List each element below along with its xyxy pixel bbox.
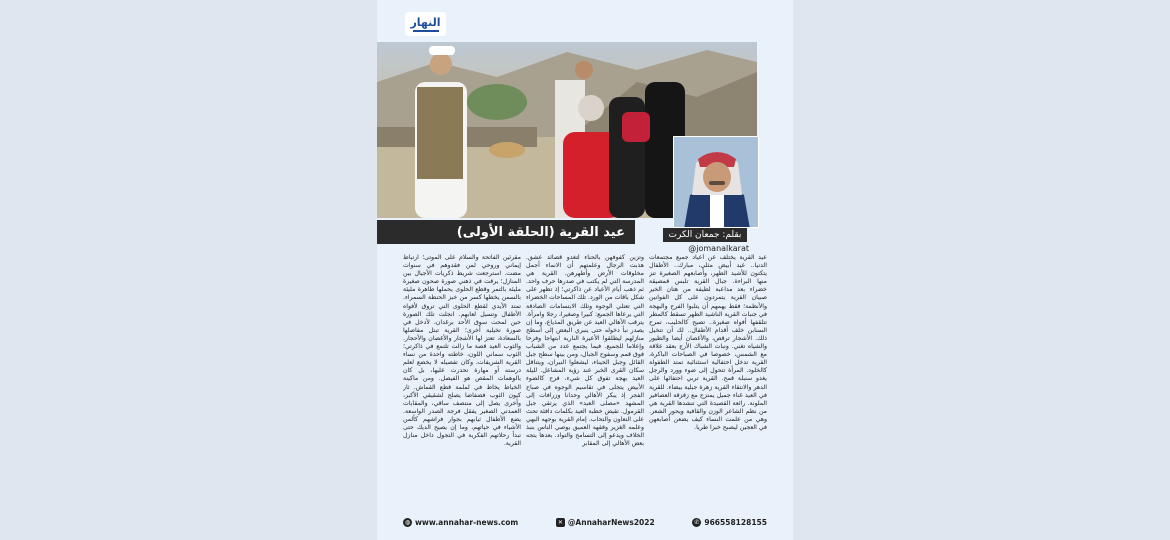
- x-logo-icon: ✕: [557, 518, 563, 526]
- tree: [467, 84, 527, 120]
- author-portrait-art: [674, 137, 759, 228]
- backpack: [622, 112, 650, 142]
- website-text: www.annahar-news.com: [415, 517, 519, 527]
- author-byline: بقلم: جمعان الكرت: [663, 228, 747, 242]
- footer-website[interactable]: [403, 518, 518, 527]
- man-head: [430, 53, 452, 75]
- author-handle: @jomanalkarat: [688, 244, 749, 253]
- twitter-text: @AnnaharNews2022: [567, 517, 655, 527]
- author-face: [703, 162, 731, 192]
- column-text: مقرئين الفاتحة والسلام على الموتى؛ ارتباط إيماني وروحي لمن فقدوهم في سنوات مضت. استرجعت شريط ذكريات الأجيال بين المنازل؛ يرقت في ذهني صورة صحون صغيرة مليئة بالتمر وقطع الحلوى يحملها طاهرة مليئة بالسمن يخطها كسر من خبز الحنطة السمراء. تمتد الأيدي لقطع الحلوى التي تروق لأفواه الأطفال وتسيل لعابهم. انجلت تلك الصورة حين لمحت سوق الأحد برغدان، لأدخل في صورة تخيلية أخرى؛ القرية تبتل مفاصلها بالسعادة، تعتز لها الأشجار والأغصان والأحجار. والثوب العيد قصة ما زالت تلتمع في ذاكرتي؛ الثوب سماني اللون، خاطته واحدة من نساء القرية الشريفات، وكان تفصيله لا يخضع لعلم درسته أو مهارة تحدرت عليها، بل كان بالوهمات المقص هو الفيصل. ومن ماكينة الخياط يخاط في لملمة قطع القماش. ثار كيون الثوب فضفاضا يصلح لشقيقي الأكبر، وأخرى يصل إلى منتصف ساقي، والمقابات العمدتي الصغير يفقل فرجة الصدر الواسعة. يضع الأطفال ثيابهم بجوار فراشهم كألمن الأشياء في حياتهم، وما إن يصيح الديك حتى تبدأ رحلاتهم الفكرية في التجول داخل منازل القرية.: [403, 254, 521, 448]
- author-moustache: [709, 181, 725, 185]
- column-text: عيد القرية يختلف عن أعياد جميع مجتمعات الدنيا.. عيد أبيض مثلي، مبارك.. الأطفال يتكتون للأشيد الطهر، وأصابعهم الصغيرة تنز منها البراءة. جبال القرية تلبس قمصيقة خضراء بعد مداعبة لطيفة من هتان الخير صبيان القرية يتمردون على كل الفوانين والأنظمة؛ فقط يهمهم أن يتلبوا الفرح والبهجة في جنبات القرية الناشيد الطهر تسقط كالمطر تتلقفها أفواه صغيرة.. تصيح كالحليب، تمرح السنابن خلف أقدام الأطفال.. لك أن تتخيل ذلك. الأشجار ترقص، والأغصان أيضا والطيور والشياه تغني. ونبات الشباك الأرج بعقد علاقة مع الشمس، خصوصا في الصباحات الباكرة، القرية تدخل احتفالية استثنائية تمتد الطفولة كالخلود. المرأة تتحول إلى ضوء وورد والرجل يغدو سنبلة قمح. القرية تربي احتفائها على الدهر والانتقاء القرية زهرة جبلية بيضاء. للقرية في العيد غناء جميل يمتزج مع زقزقة العصافير الملونة. رائعة القصيدة التي تنشدها القرية هي من نظم الشاعر الوزن والقافية ويحور الشعر. وهي من علمت النساء كيف يضعن أصابعهن في العجين ليصبح خبزا طريا.: [649, 254, 767, 431]
- whatsapp-icon: ✆: [694, 518, 700, 526]
- basket: [489, 142, 525, 158]
- logo-underline: [413, 30, 439, 32]
- man-cap: [429, 46, 455, 55]
- page-footer: [403, 515, 767, 529]
- logo-text: النهار: [410, 15, 441, 29]
- footer-twitter[interactable]: [556, 518, 655, 527]
- column-text: وتزين كفوفهن بالحناء لتغدو قصائد عشق. هذبت الرجال وعلمتهم أن الانماء أجمل مخلوقات الأرض وأطهرهن. القرية هي المدرسة التي لم يكتب في صدرها حرف واحد. ثم ذهب أيام الأعياد عن ذاكرتي؛ إذ تظهر على شكل باقات من الورد. تلك المساحات الخضراء التي تعتلي الوجوه وتلك الابتسامات الصادقة التي يرعاها الجميع: كبيرا وصغيرا، رجلا وامرأة. يترقب الأهالي العيد عن طريق المذياع، وما إن يصدر نبأ دخوله حتى ينبري البعض إلى أسطح منازلهم ليطلقوا الأعيرة النارية ابتهاجا وفرحا وإعلاما للجميع. فيما يجتمع عدد من الشباب فوق قمم وسفوح الجبال، ومن بينها سطح جبل القائل وجبل الحيناء، ليشعلوا النيران، ويتناقل سكان القرى الخبر عند رؤية المشاعل. لليلة العيد بهجة تفوق كل شيء، فرح كالضوء الأبيض يتجلى في تقاسيم الوجوه في صباح الفجر إذ يبكر الأهالي وحدانا وزرافات إلى المشهد «مصلى العيد» الذي يرتقي جبل القرمول. تقيض خطبة العيد بكلمات دافئة تحث على التعاون والتحاب. إمام القرية بوجهه البهي وعلمه الغزير وفقهه العميق يوصي الناس بنبذ الخلاف ويدعو إلى التسامح والتواد. بعدها يتجه بعض الأهالي إلى المقابر: [526, 254, 644, 448]
- article-column-1: [649, 254, 767, 510]
- whatsapp-text: 966558128155: [704, 517, 767, 527]
- author-portrait: [673, 136, 759, 228]
- woman-red-head: [578, 95, 604, 121]
- author-thobe: [710, 191, 724, 228]
- article-columns: [403, 254, 767, 510]
- man-vest: [417, 87, 463, 179]
- article-title-bar: [377, 220, 635, 244]
- publication-logo: [405, 12, 446, 36]
- footer-whatsapp[interactable]: [692, 518, 767, 527]
- article-column-2: [526, 254, 644, 510]
- newspaper-page: [377, 0, 793, 540]
- second-man-head: [575, 61, 593, 79]
- globe-icon: ◍: [404, 518, 411, 526]
- article-title: عيد القرية (الحلقة الأولى): [456, 224, 625, 240]
- article-column-3: [403, 254, 521, 510]
